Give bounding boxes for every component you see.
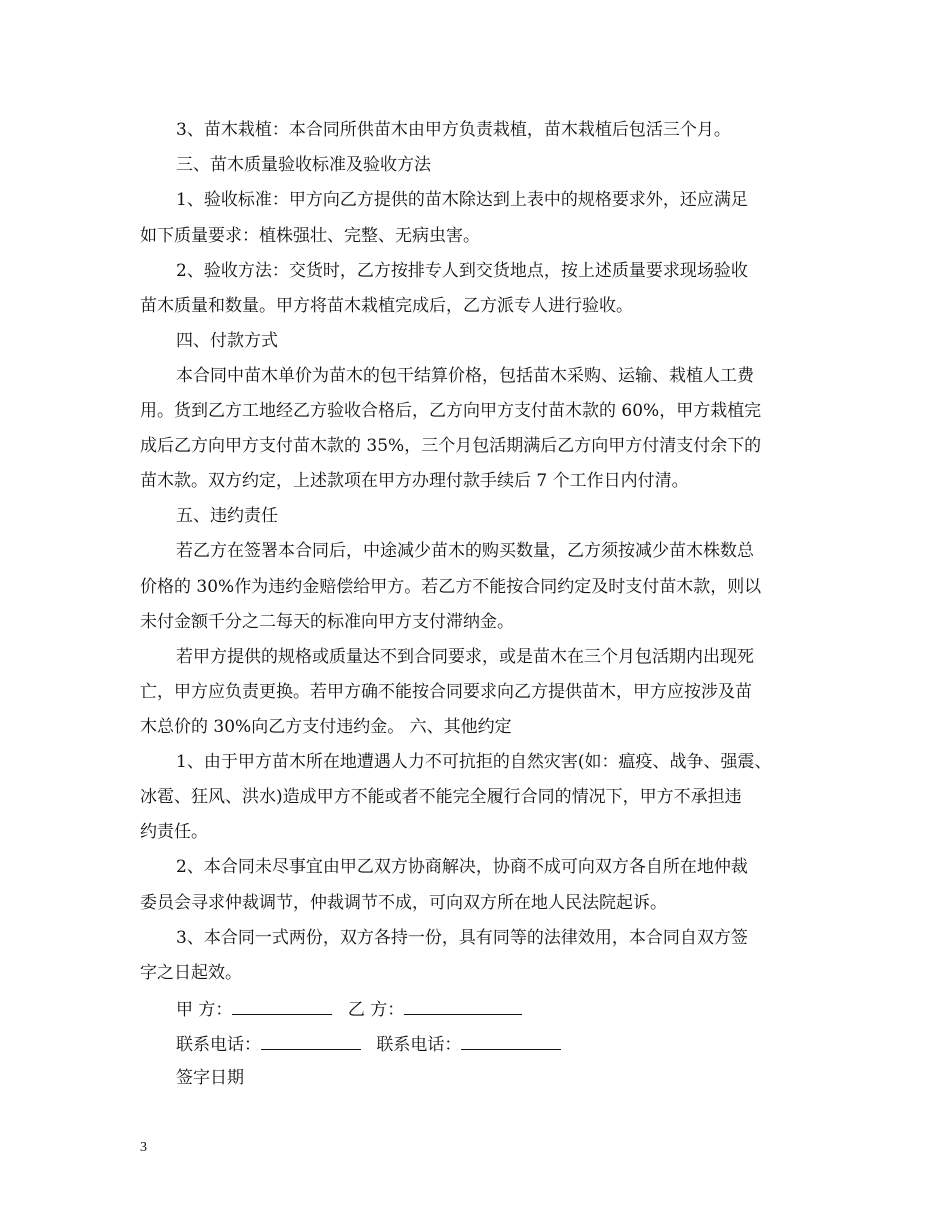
phone-a-blank[interactable]: [261, 1033, 361, 1050]
section-4-heading: 四、付款方式: [176, 331, 278, 351]
party-b-signature-blank[interactable]: [404, 998, 522, 1015]
breach-a-line-3-and-section-6-heading: 木总价的 30%向乙方支付违约金。 六、其他约定: [140, 717, 512, 737]
payment-paragraph-line-2: 用。货到乙方工地经乙方验收合格后，乙方向甲方支付苗木款的 60%，甲方栽植完: [140, 401, 762, 421]
phone-b-label: 联系电话：: [376, 1035, 462, 1055]
clause-acceptance-standard-cont: 如下质量要求：植株强壮、完整、无病虫害。: [140, 226, 480, 246]
payment-paragraph-line-1: 本合同中苗木单价为苗木的包干结算价格，包括苗木采购、运输、栽植人工费: [176, 366, 754, 386]
phone-b-blank[interactable]: [461, 1033, 561, 1050]
other-clause-1-line-1: 1、由于甲方苗木所在地遭遇人力不可抗拒的自然灾害(如：瘟疫、战争、强震、: [176, 752, 772, 772]
signature-phone-row: [176, 1033, 561, 1055]
breach-b-line-2: 价格的 30%作为违约金赔偿给甲方。若乙方不能按合同约定及时支付苗木款，则以: [140, 577, 762, 597]
other-clause-1-line-3: 约责任。: [140, 822, 208, 842]
party-a-label: 甲 方：: [176, 1000, 233, 1020]
party-a-signature-blank[interactable]: [232, 998, 332, 1015]
phone-a-label: 联系电话：: [176, 1035, 261, 1055]
signature-date-label: 签字日期: [176, 1068, 244, 1088]
clause-3-3-planting: 3、苗木栽植：本合同所供苗木由甲方负责栽植，苗木栽植后包活三个月。: [176, 120, 731, 140]
section-3-heading: 三、苗木质量验收标准及验收方法: [176, 155, 431, 175]
other-clause-3-line-1: 3、本合同一式两份，双方各持一份，具有同等的法律效用，本合同自双方签: [176, 928, 748, 948]
party-b-label: 乙 方：: [347, 1000, 405, 1020]
clause-acceptance-standard: 1、验收标准：甲方向乙方提供的苗木除达到上表中的规格要求外，还应满足: [176, 190, 748, 210]
breach-a-line-2: 亡，甲方应负责更换。若甲方确不能按合同要求向乙方提供苗木，甲方应按涉及苗: [140, 682, 752, 702]
payment-paragraph-line-3: 成后乙方向甲方支付苗木款的 35%，三个月包活期满后乙方向甲方付清支付余下的: [140, 436, 762, 456]
breach-b-line-1: 若乙方在签署本合同后，中途减少苗木的购买数量，乙方须按减少苗木株数总: [176, 541, 754, 561]
other-clause-2-line-1: 2、本合同未尽事宜由甲乙双方协商解决，协商不成可向双方各自所在地仲裁: [176, 857, 748, 877]
other-clause-3-line-2: 字之日起效。: [140, 963, 242, 983]
payment-paragraph-line-4: 苗木款。双方约定，上述款项在甲方办理付款手续后 7 个工作日内付清。: [140, 471, 689, 491]
other-clause-1-line-2: 冰雹、狂风、洪水)造成甲方不能或者不能完全履行合同的情况下，甲方不承担违: [140, 787, 742, 807]
page-number: 3: [140, 1140, 147, 1155]
breach-b-line-3: 未付金额千分之二每天的标准向甲方支付滞纳金。: [140, 612, 514, 632]
section-5-heading: 五、违约责任: [176, 506, 278, 526]
signature-parties-row: [176, 998, 522, 1020]
clause-acceptance-method-cont: 苗木质量和数量。甲方将苗木栽植完成后，乙方派专人进行验收。: [140, 296, 633, 316]
other-clause-2-line-2: 委员会寻求仲裁调节，仲裁调节不成，可向双方所在地人民法院起诉。: [140, 893, 667, 913]
breach-a-line-1: 若甲方提供的规格或质量达不到合同要求，或是苗木在三个月包活期内出现死: [176, 647, 754, 667]
clause-acceptance-method: 2、验收方法：交货时，乙方按排专人到交货地点，按上述质量要求现场验收: [176, 261, 748, 281]
